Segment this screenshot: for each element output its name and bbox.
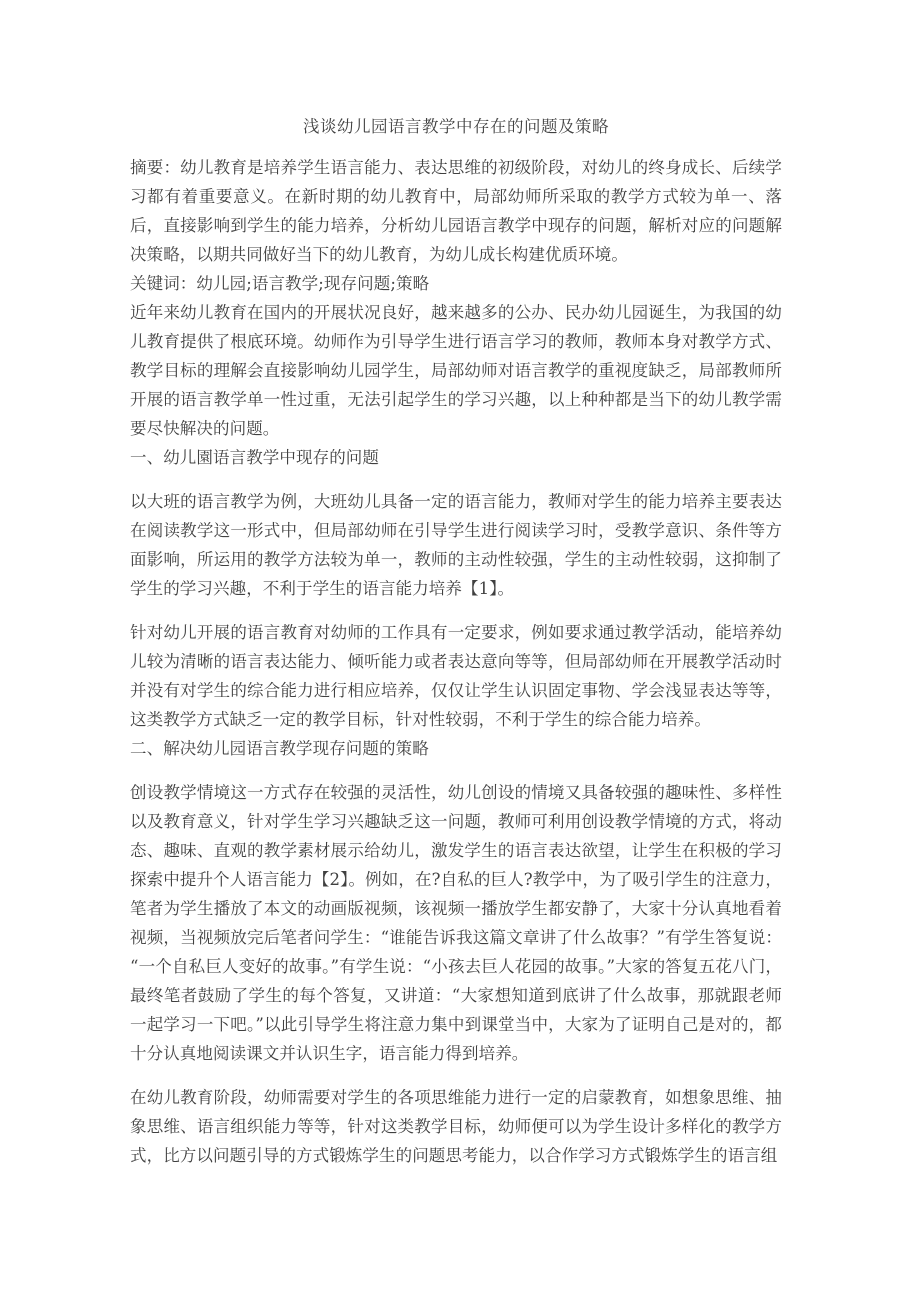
- document-title: 浅谈幼儿园语言教学中存在的问题及策略: [303, 117, 609, 136]
- section-1-paragraph-2: 针对幼儿开展的语言教育对幼师的工作具有一定要求，例如要求通过教学活动，能培养幼儿较为清晰的语言表达能力、倾听能力或者表达意向等等，但局部幼师在开展教学活动时并没有对学生的综合能力进行相应培养，仅仅让学生认识固定事物、学会浅显表达等等，这类教学方式缺乏一定的教学目标，针对性较弱，不利于学生的综合能力培养。: [130, 623, 782, 729]
- intro-paragraph: 近年来幼儿教育在国内的开展状况良好，越来越多的公办、民办幼儿园诞生，为我国的幼儿教育提供了根底环境。幼师作为引导学生进行语言学习的教师，教师本身对教学方式、教学目标的理解会直接影响幼儿园学生，局部幼师对语言教学的重视度缺乏，局部教师所开展的语言教学单一性过重，无法引起学生的学习兴趣，以上种种都是当下的幼儿教学需要尽快解决的问题。: [130, 303, 782, 438]
- keywords-line: 关键词：幼儿园;语言教学;现存问题;策略: [130, 274, 430, 293]
- abstract-paragraph: 摘要：幼儿教育是培养学生语言能力、表达思维的初级阶段，对幼儿的终身成长、后续学习都有着重要意义。在新时期的幼儿教育中，局部幼师所采取的教学方式较为单一、落后，直接影响到学生的能力培养，分析幼儿园语言教学中现存的问题，解析对应的问题解决策略，以期共同做好当下的幼儿教育，为幼儿成长构建优质环境。: [130, 158, 782, 264]
- section-1-paragraph-1: 以大班的语言教学为例，大班幼儿具备一定的语言能力，教师对学生的能力培养主要表达在阅读教学这一形式中，但局部幼师在引导学生进行阅读学习时，受教学意识、条件等方面影响，所运用的教学方法较为单一，教师的主动性较强，学生的主动性较弱，这抑制了学生的学习兴趣，不利于学生的语言能力培养【1】。: [130, 492, 782, 598]
- section-2-heading: 二、解决幼儿园语言教学现存问题的策略: [130, 739, 429, 758]
- section-2-paragraph-2: 在幼儿教育阶段，幼师需要对学生的各项思维能力进行一定的启蒙教育，如想象思维、抽象思维、语言组织能力等等，针对这类教学目标，幼师便可以为学生设计多样化的教学方式，比方以问题引导的方式锻炼学生的问题思考能力，以合作学习方式锻炼学生的语言组: [130, 1088, 782, 1165]
- section-2-paragraph-1: 创设教学情境这一方式存在较强的灵活性，幼儿创设的情境又具备较强的趣味性、多样性以及教育意义，针对学生学习兴趣缺乏这一问题，教师可利用创设教学情境的方式，将动态、趣味、直观的教学素材展示给幼儿，激发学生的语言表达欲望，让学生在积极的学习探索中提升个人语言能力【2】。例如，在?自私的巨人?教学中，为了吸引学生的注意力，笔者为学生播放了本文的动画版视频，该视频一播放学生都安静了，大家十分认真地看着视频，当视频放完后笔者问学生：“谁能告诉我这篇文章讲了什么故事？”有学生答复说：“一个自私巨人变好的故事。”有学生说：“小孩去巨人花园的故事。”大家的答复五花八门，最终笔者鼓励了学生的每个答复，又讲道：“大家想知道到底讲了什么故事，那就跟老师一起学习一下吧。”以此引导学生将注意力集中到课堂当中，大家为了证明自己是对的，都十分认真地阅读课文并认识生字，语言能力得到培养。: [130, 783, 782, 1063]
- section-1-heading: 一、幼儿園语言教学中现存的问题: [130, 448, 379, 467]
